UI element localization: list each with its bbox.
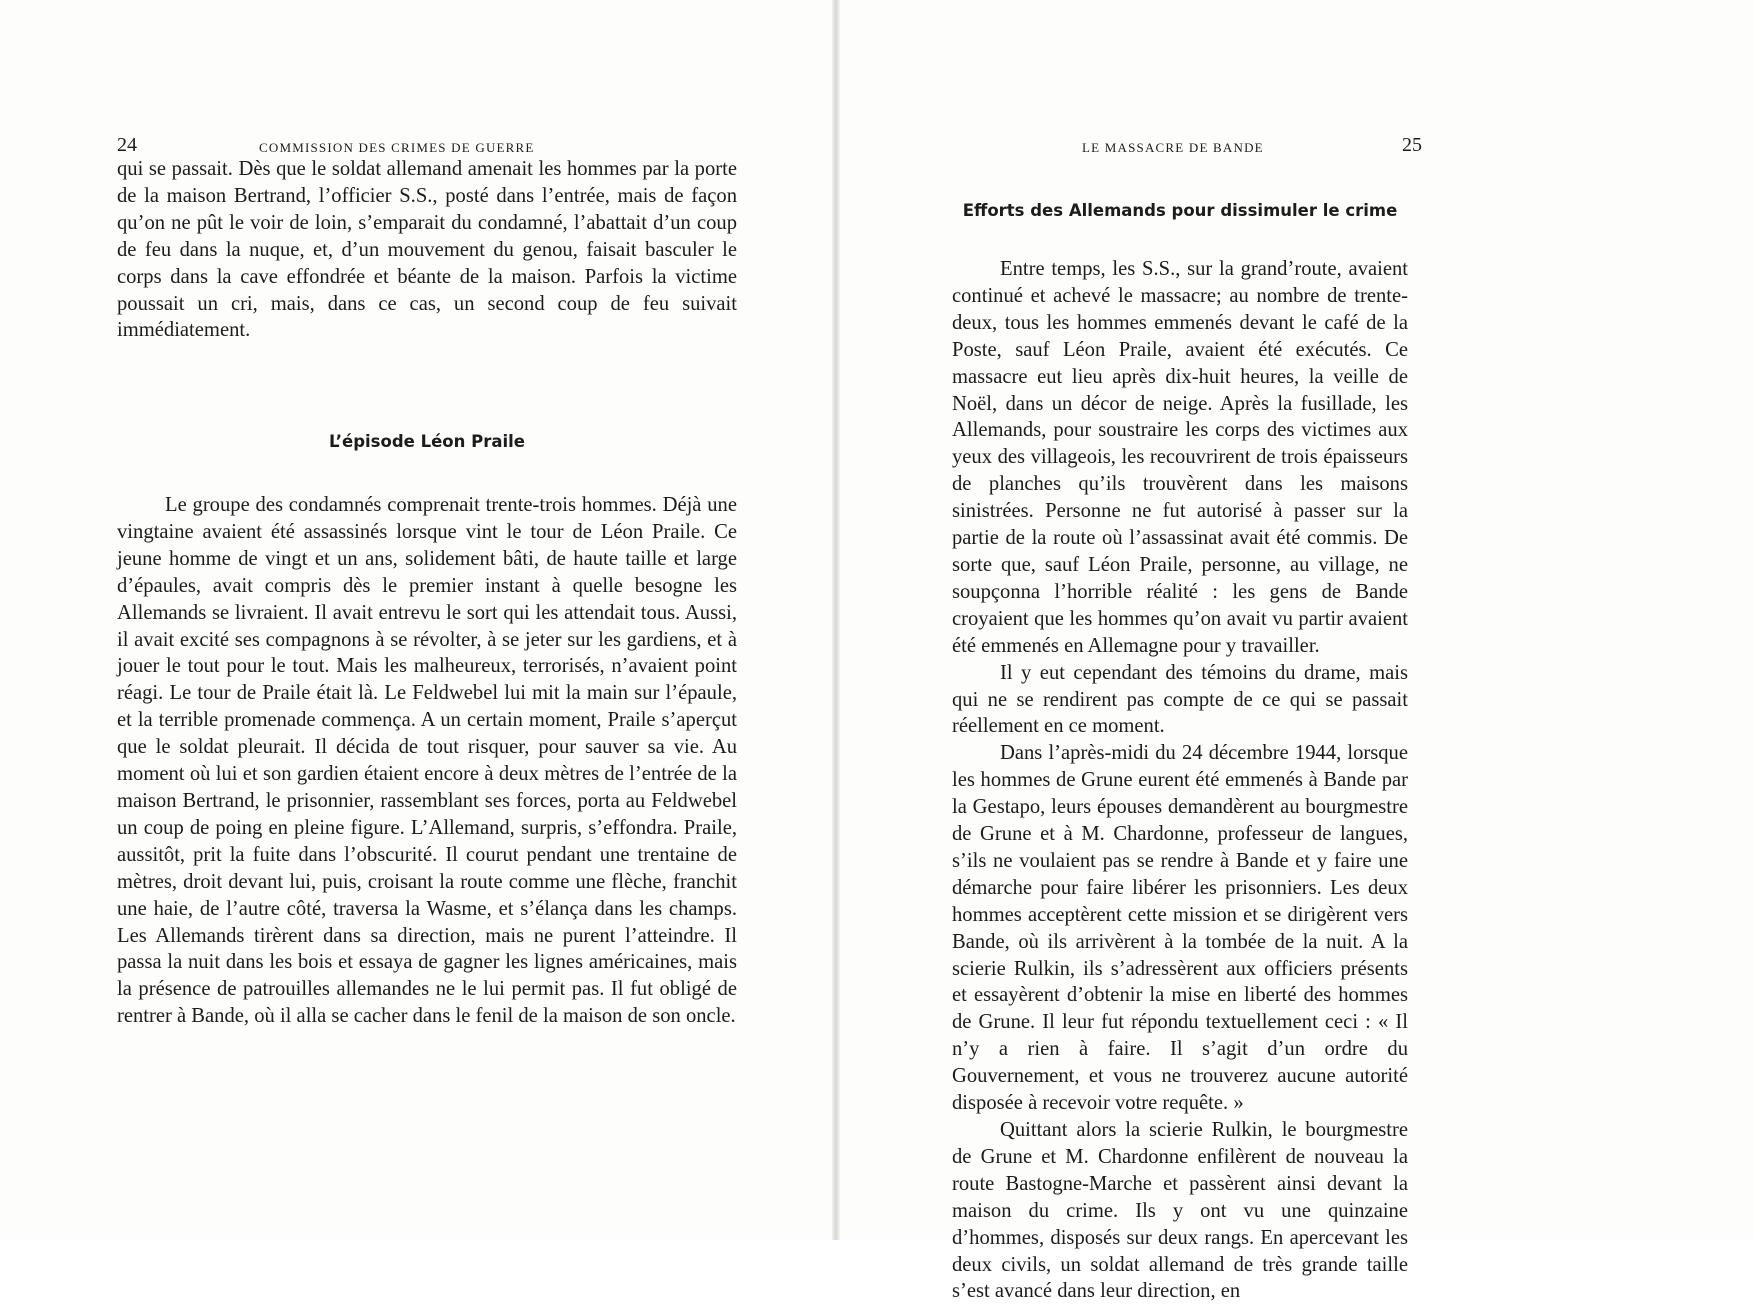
right-paragraph-3: Dans l’après-midi du 24 décembre 1944, lorsque les hommes de Grune eurent été emmenés à Bande par la Gestapo, leurs épouses demandèrent au bourgmestre de Grune et à M. Chardonne, professeur de langues, s’ils ne voulaient pas se rendre à Bande et y faire une démarche pour faire libérer les prisonniers. Les deux hommes acceptèrent cette mission et se dirigèrent vers Bande, où ils arrivèrent à la tombée de la nuit. A la scierie Rulkin, ils s’adressèrent aux officiers présents et essayèrent d’obtenir la mise en liberté des hommes de Grune. Il leur fut répondu textuellement ceci : « Il n’y a rien à faire. Il s’agit d’un ordre du Gouvernement, et vous ne trouverez aucune autorité disposée à recevoir votre requête. »	[952, 742, 1408, 1115]
right-text-block	[952, 256, 1408, 1305]
left-running-title: COMMISSION DES CRIMES DE GUERRE	[259, 140, 535, 155]
right-page	[840, 0, 1754, 1303]
right-paragraph-4: Quittant alors la scierie Rulkin, le bourgmestre de Grune et M. Chardonne enfilèrent de nouveau la route Bastogne-Marche et passèrent ainsi devant la maison du crime. Ils y ont vu une quinzaine d’hommes, disposés sur deux rangs. En apercevant les deux civils, un soldat allemand de très grande taille s’est avancé dans leur direction, en	[952, 1119, 1408, 1303]
left-paragraph-1: qui se passait. Dès que le soldat allemand amenait les hommes par la porte de la maison Bertrand, l’officier S.S., posté dans l’entrée, mais de façon qu’on ne pût le voir de loin, s’emparait du condamné, l’abattait d’un coup de feu dans la nuque, et, d’un mouvement du genou, faisait basculer le corps dans la cave effondrée et béante de la maison. Parfois la victime poussait un cri, mais, dans ce cas, un second coup de feu suivait immédiatement.	[117, 158, 737, 342]
right-page-header	[950, 134, 1422, 159]
left-paragraph-2: Le groupe des condamnés comprenait trente-trois hommes. Déjà une vingtaine avaient été assassinés lorsque vint le tour de Léon Praile. Ce jeune homme de vingt et un ans, solidement bâti, de haute taille et large d’épaules, avait compris dès le premier instant à quelle besogne les Allemands se livraient. Il avait entrevu le sort qui les attendait tous. Aussi, il avait excité ses compagnons à se révolter, à se jeter sur les gardiens, et à jouer le tout pour le tout. Mais les malheureux, terrorisés, n’avaient point réagi. Le tour de Praile était là. Le Feldwebel lui mit la main sur l’épaule, et la terrible promenade commença. A un certain moment, Praile s’aperçut que le soldat pleurait. Il décida de tout risquer, pour sauver sa vie. Au moment où lui et son gardien étaient encore à deux mètres de l’entrée de la maison Bertrand, le prisonnier, rassemblant ses forces, porta au Feldwebel un coup de poing en pleine figure. L’Allemand, surpris, s’effondra. Praile, aussitôt, prit la fuite dans l’obscurité. Il courut pendant une trentaine de mètres, droit devant lui, puis, croisant la route comme une flèche, franchit une haie, de l’autre côté, traversa la Wasme, et s’élança dans les champs. Les Allemands tirèrent dans sa direction, mais ne purent l’atteindre. Il passa la nuit dans les bois et essaya de gagner les lignes américaines, mais la présence de patrouilles allemandes ne le lui permit pas. Il fut obligé de rentrer à Bande, où il alla se cacher dans le fenil de la maison de son oncle.	[117, 494, 737, 1028]
right-page-number: 25	[1402, 134, 1422, 156]
left-paragraph-1-block	[117, 156, 737, 344]
right-section-title: Efforts des Allemands pour dissimuler le crime	[962, 201, 1398, 220]
right-running-title: LE MASSACRE DE BANDE	[1082, 140, 1264, 155]
right-paragraph-2: Il y eut cependant des témoins du drame, mais qui ne se rendirent pas compte de ce qui se passait réellement en ce moment.	[952, 661, 1408, 738]
left-page-number: 24	[117, 134, 137, 156]
left-page	[0, 0, 832, 1240]
right-paragraph-1: Entre temps, les S.S., sur la grand’route, avaient continué et achevé le massacre; au nombre de trente-deux, tous les hommes emmenés devant le café de la Poste, sauf Léon Praile, avaient été exécutés. Ce massacre eut lieu après dix-huit heures, la veille de Noël, dans un décor de neige. Après la fusillade, les Allemands, pour soustraire les corps des victimes aux yeux des villageois, les recouvrirent de trois épaisseurs de planches qu’ils trouvèrent dans les maisons sinistrées. Personne ne fut autorisé à passer sur la partie de la route où l’assassinat avait été commis. De sorte que, sauf Léon Praile, personne, au village, ne soupçonna l’horrible réalité : les gens de Bande croyaient que les hommes qu’on avait vu partir avaient été emmenés en Allemagne pour y travailler.	[952, 258, 1408, 657]
left-section-title: L’épisode Léon Praile	[329, 432, 525, 451]
left-paragraph-2-block	[117, 492, 737, 1030]
book-gutter	[832, 0, 840, 1240]
